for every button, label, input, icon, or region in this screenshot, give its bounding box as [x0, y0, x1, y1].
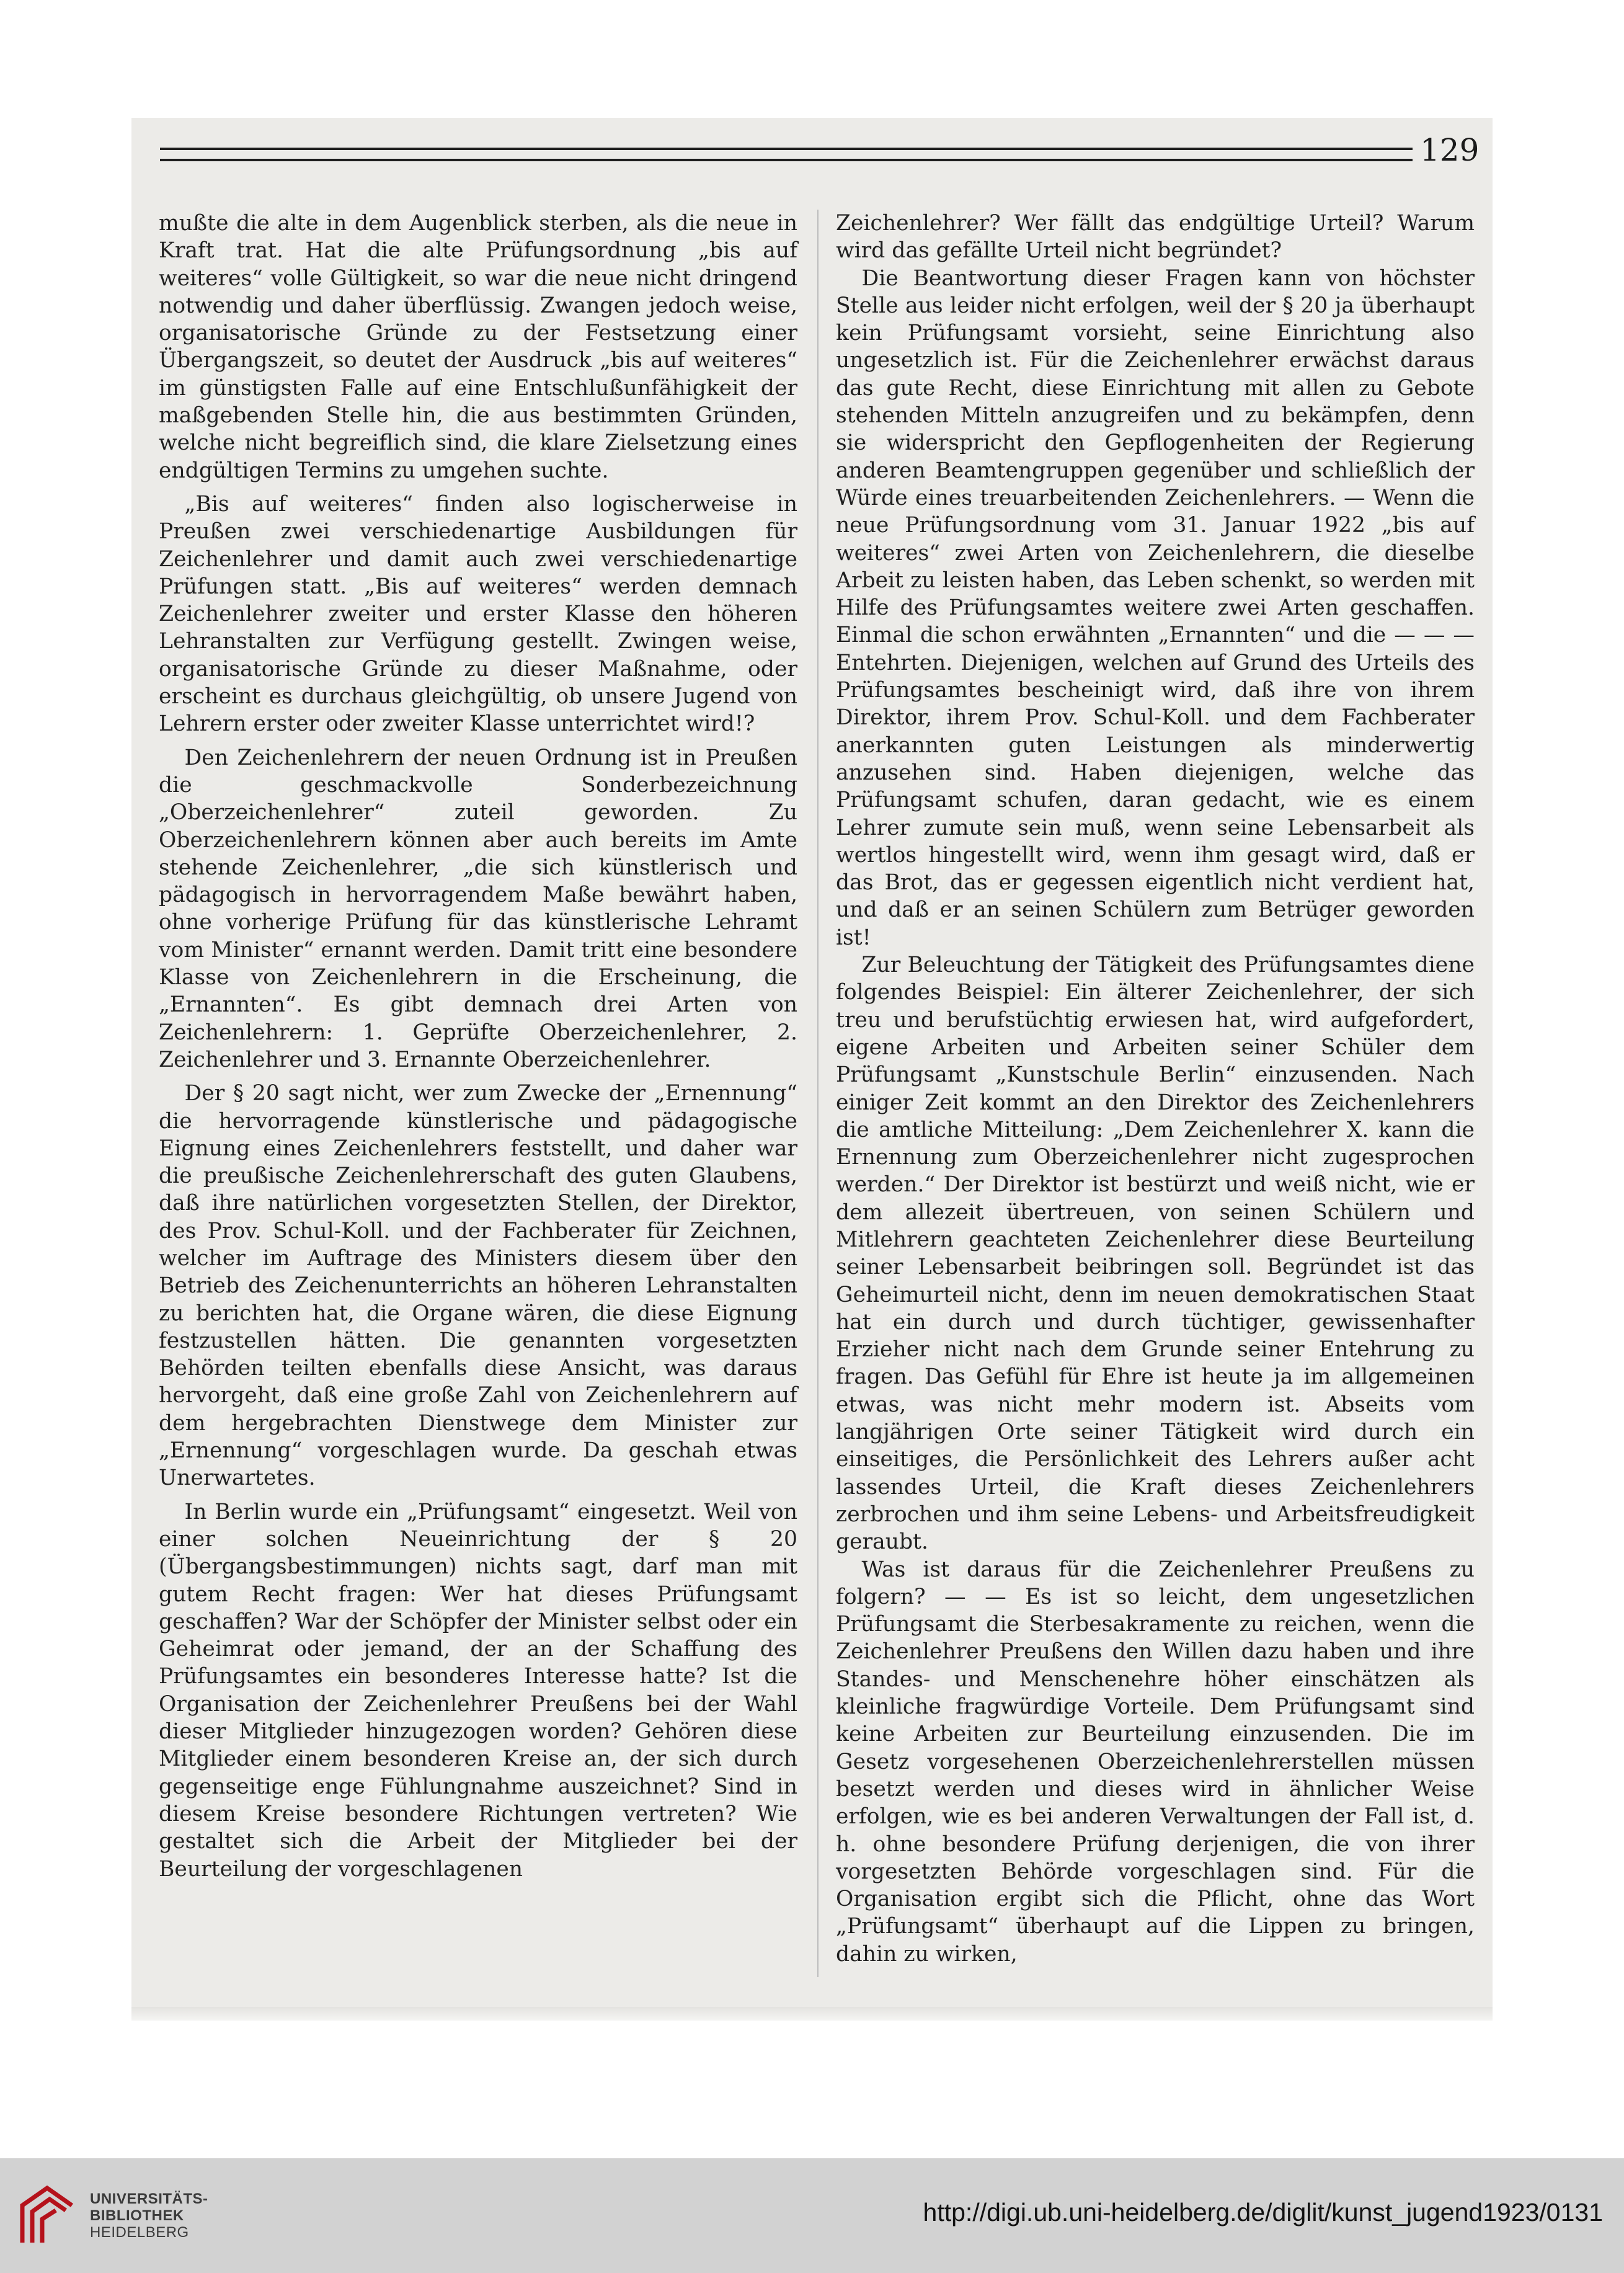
paragraph: „Bis auf weiteres“ finden also logischerweise in Preußen zwei verschiedenartige Ausbildungen für Zeichenlehrer und damit auch zwei verschiedenartige Prüfungen statt. „Bis auf weiteres“ werden demnach Zeichenlehrer zweiter und erster Klasse den höheren Lehranstalten zur Verfügung gestellt. Zwingen weise, organisatorische Gründe zu dieser Maßnahme, oder erscheint es durchaus gleichgültig, ob unsere Jugend von Lehrern erster oder zweiter Klasse unterrichtet wird!? — [159, 491, 797, 737]
page-bottom-edge — [131, 2007, 1493, 2021]
paragraph: Zur Beleuchtung der Tätigkeit des Prüfungsamtes diene folgendes Beispiel: Ein älterer Zeichenlehrer, der sich treu und berufstüchtig erwiesen hat, wird aufgefordert, eigene Arbeiten und Arbeiten seiner Schüler dem Prüfungsamt „Kunstschule Berlin“ einzusenden. Nach einiger Zeit kommt an den Direktor des Zeichenlehrers die amtliche Mitteilung: „Dem Zeichenlehrer X. kann die Ernennung zum Oberzeichenlehrer nicht zugesprochen werden.“ Der Direktor ist bestürzt und weiß nicht, wie er dem allezeit übertreuen, von seinen Schülern und Mitlehrern geachteten Zeichenlehrer diese Beurteilung seiner Lebensarbeit beibringen soll. Begründet ist das Geheimurteil nicht, denn im neuen demokratischen Staat hat ein durch und durch tüchtiger, gewissenhafter Erzieher nicht nach dem Grunde seiner Entehrung zu fragen. Das Gefühl für Ehre ist heute ja im allgemeinen etwas, was nicht mehr modern ist. Abseits vom langjährigen Orte seiner Tätigkeit wird durch ein einseitiges, die Persönlichkeit des Lehrers außer acht lassendes Urteil, die Kraft dieses Zeichenlehrers zerbrochen und ihm seine Lebens- und Arbeitsfreudigkeit geraubt. — [836, 953, 1475, 1555]
library-name-line: UNIVERSITÄTS- — [90, 2191, 208, 2207]
source-url-link[interactable]: http://digi.ub.uni-heidelberg.de/diglit/kunst_jugend1923/0131 — [923, 2198, 1603, 2226]
left-column — [159, 210, 797, 1883]
paragraph: Die Beantwortung dieser Fragen kann von höchster Stelle aus leider nicht erfolgen, weil der § 20 ja überhaupt kein Prüfungsamt vorsieht, seine Einrichtung also ungesetzlich ist. Für die Zeichenlehrer erwächst daraus das gute Recht, diese Einrichtung mit allen zu Gebote stehenden Mitteln anzugreifen und zu bekämpfen, denn sie widerspricht den Gepflogenheiten der Regierung anderen Beamtengruppen gegenüber und schließlich der Würde eines treuarbeitenden Zeichenlehrers. — Wenn die neue Prüfungsordnung vom 31. Januar 1922 „bis auf weiteres“ zwei Arten von Zeichenlehrern, die dieselbe Arbeit zu leisten haben, das Leben schenkt, so werden mit Hilfe des Prüfungsamtes weitere zwei Arten geschaffen. Einmal die schon erwähnten „Ernannten“ und die — — — Entehrten. Diejenigen, welchen auf Grund des Urteils des Prüfungsamtes bescheinigt wird, daß ihre von ihrem Direktor, ihrem Prov. Schul-Koll. und dem Fachberater anerkannten guten Leistungen als minderwertig anzusehen sind. Haben diejenigen, welche das Prüfungsamt schufen, daran gedacht, wie es einem Lehrer zumute sein muß, wenn seine Lebensarbeit als wertlos hingestellt wird, wenn ihm gesagt wird, daß er das Brot, das er gegessen eigentlich nicht verdient hat, und daß er an seinen Schülern zum Betrüger geworden ist! — [836, 265, 1475, 950]
paragraph: Zeichenlehrer? Wer fällt das endgültige Urteil? Warum wird das gefällte Urteil nicht begründet? — [836, 211, 1475, 264]
library-name-line: HEIDELBERG — [90, 2224, 189, 2241]
footer-bar — [0, 2158, 1624, 2273]
paragraph: Den Zeichenlehrern der neuen Ordnung ist in Preußen die geschmackvolle Sonderbezeichnung „Oberzeichenlehrer“ zuteil geworden. Zu Oberzeichenlehrern können aber auch bereits im Amte stehende Zeichenlehrer, „die sich künstlerisch und pädagogisch in hervorragendem Maße bewährt haben, ohne vorherige Prüfung für das künstlerische Lehramt vom Minister“ ernannt werden. Damit tritt eine besondere Klasse von Zeichenlehrern in die Erscheinung, die „Ernannten“. Es gibt demnach drei Arten von Zeichenlehrern: 1. Geprüfte Oberzeichenlehrer, 2. Zeichenlehrer und 3. Ernannte Oberzeichenlehrer. — [159, 745, 797, 1072]
column-divider — [817, 210, 819, 1977]
header-rule — [160, 148, 1413, 161]
library-logo-icon — [19, 2181, 76, 2249]
paragraph: Was ist daraus für die Zeichenlehrer Preußens zu folgern? — — Es ist so leicht, dem ungesetzlichen Prüfungsamt die Sterbesakramente zu reichen, wenn die Zeichenlehrer Preußens den Willen dazu haben und ihre Standes- und Menschenehre höher einschätzen als kleinliche fragwürdige Vorteile. Dem Prüfungsamt sind keine Arbeiten zur Beurteilung einzusenden. Die im Gesetz vorgesehenen Oberzeichenlehrerstellen müssen besetzt werden und dieses wird in ähnlicher Weise erfolgen, wie es bei anderen Verwaltungen der Fall ist, d. h. ohne besondere Prüfung derjenigen, die von ihrer vorgesetzten Behörde vorgeschlagen sind. Für die Organisation ergibt sich die Pflicht, ohne das Wort „Prüfungsamt“ überhaupt auf die Lippen zu bringen, dahin zu wirken, — [836, 1557, 1475, 1967]
library-name — [90, 2191, 208, 2241]
right-column — [836, 210, 1475, 1968]
library-name-line: BIBLIOTHEK — [90, 2207, 184, 2224]
paragraph: mußte die alte in dem Augenblick sterben, als die neue in Kraft trat. Hat die alte Prüfungsordnung „bis auf weiteres“ volle Gültigkeit, so war die neue nicht dringend notwendig und daher überflüssig. Zwangen jedoch weise, organisatorische Gründe zu der Festsetzung einer Übergangszeit, so deutet der Ausdruck „bis auf weiteres“ im günstigsten Falle auf eine Entschlußunfähigkeit der maßgebenden Stelle hin, die aus bestimmten Gründen, welche nicht begreiflich sind, die klare Zielsetzung eines endgültigen Termins zu umgehen suchte. — [159, 211, 797, 483]
paragraph: In Berlin wurde ein „Prüfungsamt“ eingesetzt. Weil von einer solchen Neueinrichtung der § 20 (Übergangsbestimmungen) nichts sagt, darf man mit gutem Recht fragen: Wer hat dieses Prüfungsamt geschaffen? War der Schöpfer der Minister selbst oder ein Geheimrat oder jemand, der an der Schaffung des Prüfungsamtes ein besonderes Interesse hatte? Ist die Organisation der Zeichenlehrer Preußens bei der Wahl dieser Mitglieder hinzugezogen worden? Gehören diese Mitglieder einem besonderen Kreise an, der sich durch gegenseitige enge Fühlungnahme auszeichnet? Sind in diesem Kreise besondere Richtungen vertreten? Wie gestaltet sich die Arbeit der Mitglieder bei der Beurteilung der vorgeschlagenen — [159, 1499, 797, 1882]
page-number: 129 — [1420, 132, 1480, 168]
paragraph: Der § 20 sagt nicht, wer zum Zwecke der „Ernennung“ die hervorragende künstlerische und pädagogische Eignung eines Zeichenlehrers feststellt, und daher war die preußische Zeichenlehrerschaft des guten Glaubens, daß ihre natürlichen vorgesetzten Stellen, der Direktor, des Prov. Schul-Koll. und der Fachberater für Zeichnen, welcher im Auftrage des Ministers diesem über den Betrieb des Zeichenunterrichts an höheren Lehranstalten zu berichten hat, die Organe wären, die diese Eignung festzustellen hätten. Die genannten vorgesetzten Behörden teilten ebenfalls diese Ansicht, was daraus hervorgeht, daß eine große Zahl von Zeichenlehrern auf dem hergebrachten Dienstwege dem Minister zur „Ernennung“ vorgeschlagen wurde. Da geschah etwas Unerwartetes. — [159, 1081, 797, 1491]
